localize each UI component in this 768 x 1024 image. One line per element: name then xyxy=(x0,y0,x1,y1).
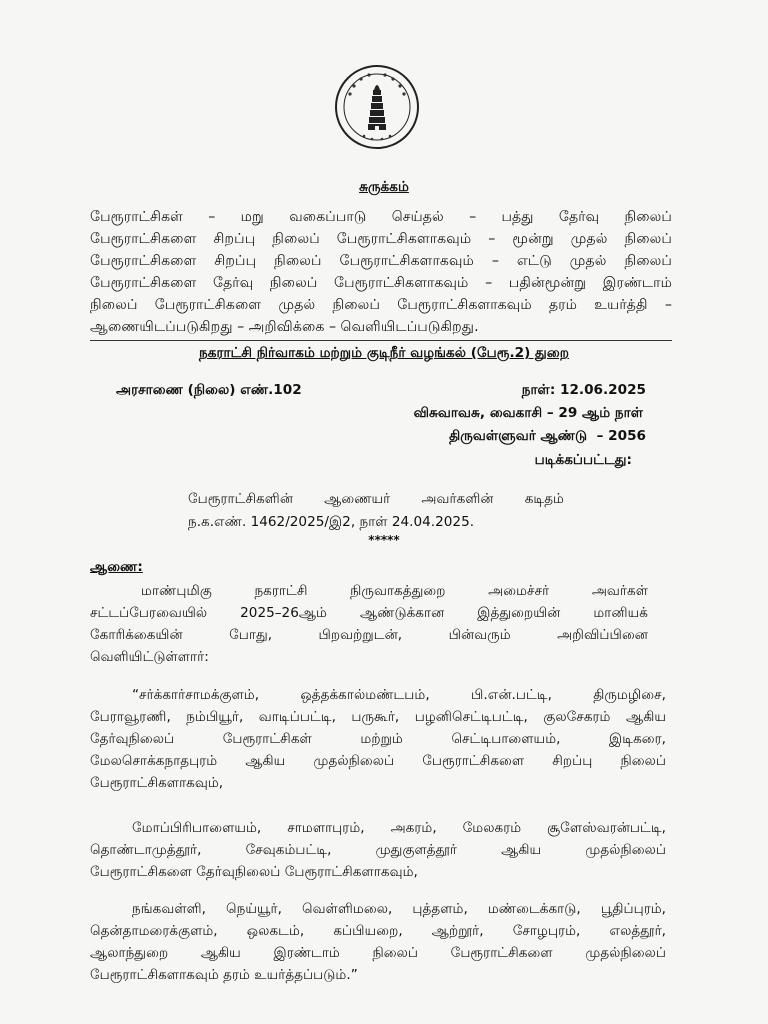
department-title: நகராட்சி நிர்வாகம் மற்றும் குடிநீர் வழங்கல் (பேரூ.2) துறை xyxy=(199,345,569,361)
quote-line: தேர்வுநிலைப் பேரூராட்சிகள் மற்றும் செட்டிபாளையம், இடிகரை, xyxy=(90,731,666,747)
order-date: நாள்: 12.06.2025 xyxy=(521,382,646,398)
quote-line: தென்தாமரைக்குளம், ஒலகடம், கப்பியறை, ஆற்றூர், சோழபுரம், எலத்தூர், xyxy=(90,923,666,939)
reference-line: ந.க.எண். 1462/2025/இ2, நாள் 24.04.2025. xyxy=(188,514,475,530)
summary-heading: சுருக்கம் xyxy=(359,179,409,195)
summary-line: பேரூராட்சிகளை சிறப்பு நிலைப் பேரூராட்சிகளாகவும் – எட்டு முதல் நிலைப் xyxy=(90,253,672,269)
thiruvalluvar-year: திருவள்ளுவர் ஆண்டு – 2056 xyxy=(449,428,646,444)
quote-line: மோப்பிரிபாளையம், சாமளாபுரம், அகரம், மேலகரம் சூளேஸ்வரன்பட்டி, xyxy=(132,820,666,836)
tamil-nadu-emblem-icon xyxy=(334,64,420,150)
summary-line: பேரூராட்சிகளை தேர்வு நிலைப் பேரூராட்சிகளாகவும் – பதின்மூன்று இரண்டாம் xyxy=(90,275,672,291)
quote-line: பேரூராட்சிகளாகவும் தரம் உயர்த்தப்படும்.” xyxy=(90,967,358,983)
separator: ***** xyxy=(368,533,400,547)
divider xyxy=(90,340,672,341)
quote-paragraph-2 xyxy=(90,817,666,883)
quote-line: பேராவூரணி, நம்பியூர், வாடிப்பட்டி, பருகூர், பழனிசெட்டிபட்டி, குலசேகரம் ஆகிய xyxy=(90,709,666,725)
summary-line: ஆணையிடப்படுகிறது – அறிவிக்கை – வெளியிடப்படுகிறது. xyxy=(90,319,479,335)
order-heading: ஆணை: xyxy=(90,559,143,575)
intro-paragraph xyxy=(90,580,648,668)
quote-line: தொண்டாமுத்தூர், சேவுகம்பட்டி, முதுகுளத்தூர் ஆகிய முதல்நிலைப் xyxy=(90,842,666,858)
quote-paragraph-1 xyxy=(90,684,666,794)
quote-line: நங்கவள்ளி, நெய்யூர், வெள்ளிமலை, புத்தளம், மண்டைக்காடு, பூதிப்புரம், xyxy=(132,901,666,917)
summary-line: பேரூராட்சிகள் – மறு வகைப்பாடு செய்தல் – பத்து தேர்வு நிலைப் xyxy=(90,209,672,225)
tamil-calendar-date: விசுவாவசு, வைகாசி – 29 ஆம் நாள் xyxy=(413,405,643,421)
reference-line: பேரூராட்சிகளின் ஆணையர் அவர்களின் கடிதம் xyxy=(188,491,564,507)
quote-line: “சர்க்கார்சாமக்குளம், ஒத்தக்கால்மண்டபம், பி.என்.பட்டி, திருமழிசை, xyxy=(132,687,666,703)
summary-paragraph xyxy=(90,206,672,338)
quote-line: பேரூராட்சிகளை தேர்வுநிலைப் பேரூராட்சிகளாகவும், xyxy=(90,864,418,880)
summary-line: பேரூராட்சிகளை சிறப்பு நிலைப் பேரூராட்சிகளாகவும் – மூன்று முதல் நிலைப் xyxy=(90,231,672,247)
intro-line: கோரிக்கையின் போது, பிறவற்றுடன், பின்வரும் அறிவிப்பினை xyxy=(90,627,648,643)
read-label: படிக்கப்பட்டது: xyxy=(534,452,632,468)
quote-paragraph-3 xyxy=(90,898,666,986)
intro-line: வெளியிட்டுள்ளார்: xyxy=(90,649,209,665)
quote-line: மேலசொக்கநாதபுரம் ஆகிய முதல்நிலைப் பேரூராட்சிகளை சிறப்பு நிலைப் xyxy=(90,753,666,769)
summary-line: நிலைப் பேரூராட்சிகளை முதல் நிலைப் பேரூராட்சிகளாகவும் தரம் உயர்த்தி – xyxy=(90,297,672,313)
intro-line: சட்டப்பேரவையில் 2025–26ஆம் ஆண்டுக்கான இத்துறையின் மானியக் xyxy=(90,605,648,621)
intro-line: மாண்புமிகு நகராட்சி நிருவாகத்துறை அமைச்சர் அவர்கள் xyxy=(141,583,648,599)
go-number: அரசாணை (நிலை) எண்.102 xyxy=(116,382,302,398)
quote-line: ஆலாந்துறை ஆகிய இரண்டாம் நிலைப் பேரூராட்சிகளை முதல்நிலைப் xyxy=(90,945,666,961)
quote-line: பேரூராட்சிகளாகவும், xyxy=(90,775,224,791)
